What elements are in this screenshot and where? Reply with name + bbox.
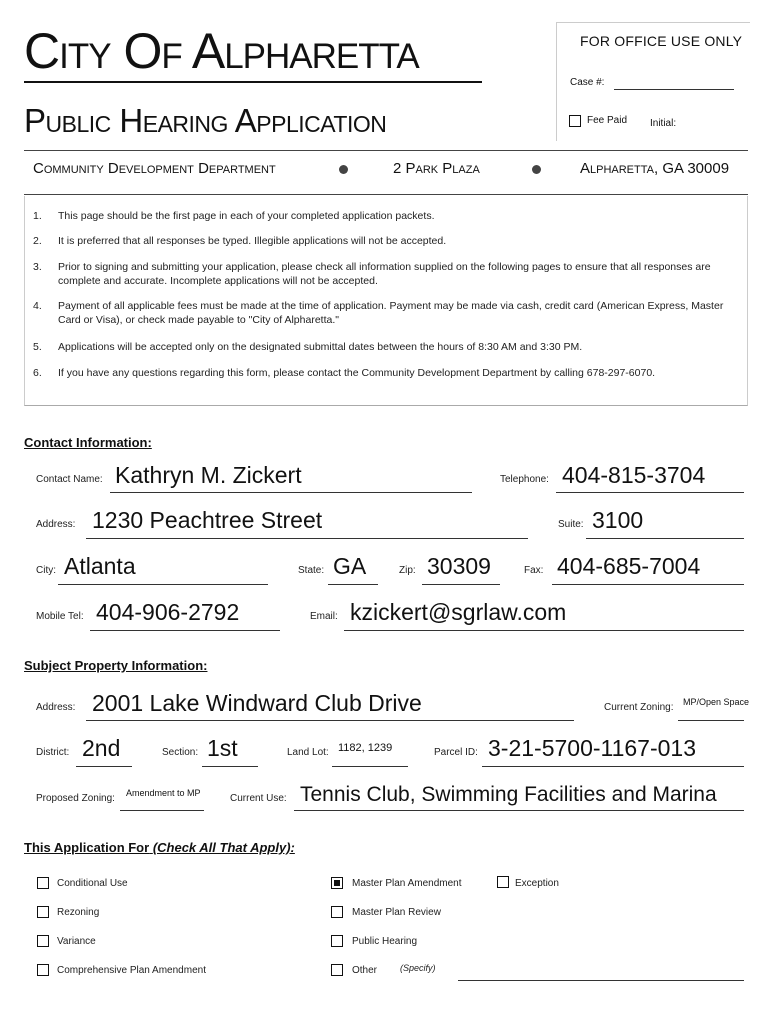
zip-value: 30309: [427, 553, 491, 579]
application-heading: This Application For (Check All That Apply):: [24, 840, 295, 855]
exception-label: Exception: [515, 878, 559, 889]
department-name: Community Development Department: [33, 160, 276, 177]
divider: [24, 150, 748, 151]
property-address-value: 2001 Lake Windward Club Drive: [92, 690, 422, 716]
parcel-id-value: 3-21-5700-1167-013: [488, 735, 697, 761]
section-field[interactable]: [202, 766, 258, 767]
city-label: City:: [36, 565, 56, 576]
other-specify-note: (Specify): [400, 963, 436, 973]
land-lot-value: 1182, 1239: [338, 742, 393, 754]
fee-paid-label: Fee Paid: [587, 115, 628, 126]
case-number-label: Case #:: [570, 77, 605, 88]
public-hearing-label: Public Hearing: [352, 936, 418, 947]
city-value: Atlanta: [64, 553, 136, 579]
form-title: Public Hearing Application: [24, 102, 387, 139]
conditional-use-label: Conditional Use: [57, 878, 128, 889]
fax-field[interactable]: [552, 584, 744, 585]
email-field[interactable]: [344, 630, 744, 631]
current-zoning-value: MP/Open Space: [683, 697, 750, 707]
variance-checkbox[interactable]: [37, 935, 49, 947]
email-value: kzickert@sgrlaw.com: [350, 599, 567, 625]
section-label: Section:: [162, 747, 199, 758]
district-field[interactable]: [76, 766, 132, 767]
instruction-item: 5. Applications will be accepted only on the designated submittal dates between the hours of 8:30 AM and 3:30 PM.: [33, 341, 583, 353]
fax-label: Fax:: [524, 565, 544, 576]
property-heading: Subject Property Information:: [24, 658, 208, 673]
current-use-label: Current Use:: [230, 793, 287, 804]
mobile-field[interactable]: [90, 630, 280, 631]
parcel-id-field[interactable]: [482, 766, 744, 767]
variance-label: Variance: [57, 936, 96, 947]
instruction-item: 2. It is preferred that all responses be typed. Illegible applications will not be accepted.: [33, 235, 447, 247]
conditional-use-checkbox[interactable]: [37, 877, 49, 889]
land-lot-label: Land Lot:: [287, 747, 329, 758]
section-value: 1st: [207, 735, 238, 761]
state-label: State:: [298, 565, 325, 576]
master-plan-amendment-label: Master Plan Amendment: [352, 878, 462, 889]
contact-name-label: Contact Name:: [36, 474, 103, 485]
city-field[interactable]: [58, 584, 268, 585]
department-city: Alpharetta, GA 30009: [580, 160, 730, 177]
mobile-value: 404-906-2792: [96, 599, 240, 625]
rezoning-label: Rezoning: [57, 907, 100, 918]
property-address-field[interactable]: [86, 720, 574, 721]
comprehensive-plan-amendment-checkbox[interactable]: [37, 964, 49, 976]
instruction-item: 3. Prior to signing and submitting your application, please check all information supplied on the following pages to ensure that all responses are complete and accurate. Incomplete applications will not be accepted.: [33, 261, 711, 287]
instruction-item: 1. This page should be the first page in each of your completed application packets.: [33, 210, 435, 222]
current-zoning-label: Current Zoning:: [604, 702, 674, 713]
master-plan-review-label: Master Plan Review: [352, 907, 441, 918]
suite-label: Suite:: [558, 519, 584, 530]
master-plan-review-checkbox[interactable]: [331, 906, 343, 918]
city-title: City Of Alpharetta: [24, 23, 419, 79]
contact-name-field[interactable]: [110, 492, 472, 493]
state-field[interactable]: [328, 584, 378, 585]
zip-field[interactable]: [422, 584, 500, 585]
bullet-icon: [532, 165, 541, 174]
divider: [24, 194, 748, 195]
zip-label: Zip:: [399, 565, 416, 576]
parcel-id-label: Parcel ID:: [434, 747, 478, 758]
fax-value: 404-685-7004: [557, 553, 701, 579]
land-lot-field[interactable]: [332, 766, 408, 767]
address-label: Address:: [36, 519, 76, 530]
current-zoning-field[interactable]: [678, 720, 744, 721]
telephone-label: Telephone:: [500, 474, 549, 485]
telephone-field[interactable]: [556, 492, 744, 493]
contact-name-value: Kathryn M. Zickert: [115, 462, 302, 488]
suite-value: 3100: [592, 507, 644, 533]
bullet-icon: [339, 165, 348, 174]
property-address-label: Address:: [36, 702, 76, 713]
exception-checkbox[interactable]: [497, 876, 509, 888]
instruction-item: 4. Payment of all applicable fees must be made at the time of application. Payment may be made via cash, credit card (American Express, Master Card or Visa), or check made payable to "City of Alpharetta.": [33, 300, 724, 326]
telephone-value: 404-815-3704: [562, 462, 706, 488]
proposed-zoning-field[interactable]: [120, 810, 204, 811]
department-address: 2 Park Plaza: [393, 160, 480, 177]
other-specify-field[interactable]: [458, 980, 744, 981]
office-use-title: FOR OFFICE USE ONLY: [580, 33, 743, 49]
comprehensive-plan-amendment-label: Comprehensive Plan Amendment: [57, 965, 206, 976]
initial-label: Initial:: [650, 118, 677, 129]
fee-paid-checkbox[interactable]: [569, 115, 581, 127]
district-label: District:: [36, 747, 70, 758]
proposed-zoning-label: Proposed Zoning:: [36, 793, 115, 804]
other-checkbox[interactable]: [331, 964, 343, 976]
proposed-zoning-value: Amendment to MP: [126, 788, 201, 798]
instruction-item: 6. If you have any questions regarding this form, please contact the Community Development Department by calling 678-297-6070.: [33, 367, 656, 379]
current-use-value: Tennis Club, Swimming Facilities and Marina: [300, 783, 717, 806]
address-field[interactable]: [86, 538, 528, 539]
master-plan-amendment-checkbox[interactable]: [331, 877, 343, 889]
district-value: 2nd: [82, 735, 121, 761]
other-label: Other: [352, 965, 378, 976]
current-use-field[interactable]: [294, 810, 744, 811]
mobile-label: Mobile Tel:: [36, 611, 84, 622]
case-number-field[interactable]: [614, 89, 734, 90]
suite-field[interactable]: [586, 538, 744, 539]
contact-heading: Contact Information:: [24, 435, 152, 450]
email-label: Email:: [310, 611, 338, 622]
title-rule: [24, 81, 482, 83]
public-hearing-checkbox[interactable]: [331, 935, 343, 947]
rezoning-checkbox[interactable]: [37, 906, 49, 918]
address-value: 1230 Peachtree Street: [92, 507, 323, 533]
state-value: GA: [333, 553, 367, 579]
